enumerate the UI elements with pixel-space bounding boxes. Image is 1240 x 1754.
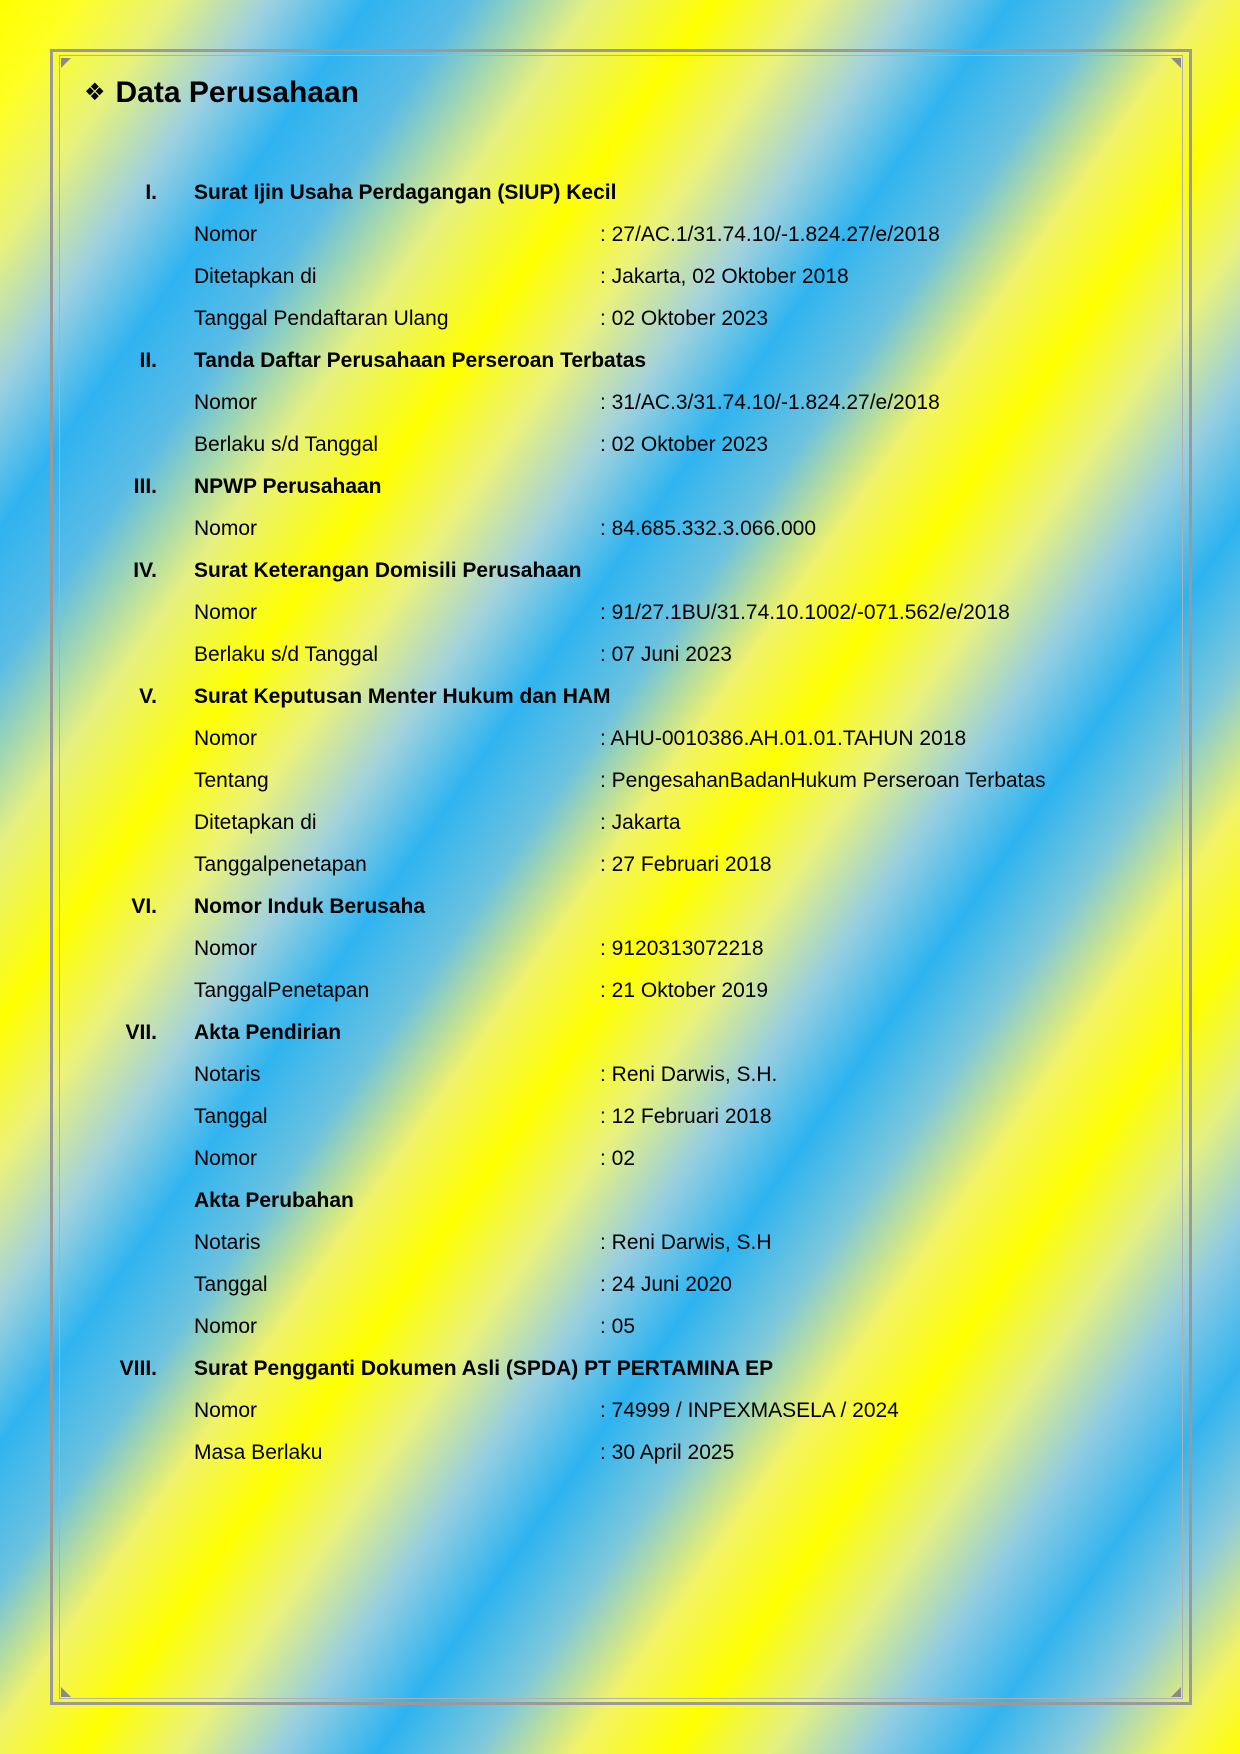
- field-value: : 91/27.1BU/31.74.10.1002/-071.562/e/2018: [600, 601, 1010, 624]
- section-header: [0, 886, 1240, 928]
- field-label: Nomor: [194, 601, 258, 624]
- field-value: : 05: [600, 1315, 636, 1338]
- field-row: [0, 1054, 1240, 1096]
- page-title: [84, 76, 359, 110]
- section-header: [0, 1348, 1240, 1390]
- field-label: Nomor: [194, 223, 258, 246]
- section-title: Surat Keterangan Domisili Perusahaan: [194, 559, 582, 582]
- field-value: : Jakarta, 02 Oktober 2018: [600, 265, 849, 288]
- section-title: Surat Keputusan Menter Hukum dan HAM: [194, 685, 611, 708]
- field-row: [0, 634, 1240, 676]
- field-row: [0, 508, 1240, 550]
- field-value: : 31/AC.3/31.74.10/-1.824.27/e/2018: [600, 391, 940, 414]
- field-row: [0, 1222, 1240, 1264]
- field-label: Nomor: [194, 517, 258, 540]
- field-label: Berlaku s/d Tanggal: [194, 433, 379, 456]
- section-header: [0, 1012, 1240, 1054]
- field-row: [0, 802, 1240, 844]
- field-label: Notaris: [194, 1063, 261, 1086]
- field-label: Tanggal: [194, 1273, 268, 1296]
- field-value: : 12 Februari 2018: [600, 1105, 772, 1128]
- section-header: [0, 1180, 1240, 1222]
- field-label: Tanggalpenetapan: [194, 853, 367, 876]
- field-label: Nomor: [194, 391, 258, 414]
- section-numeral: II.: [139, 349, 157, 372]
- section-numeral: III.: [133, 475, 157, 498]
- field-label: Tanggal Pendaftaran Ulang: [194, 307, 449, 330]
- field-row: [0, 298, 1240, 340]
- corner-ornament-top-left: [61, 58, 71, 68]
- field-value: : 21 Oktober 2019: [600, 979, 769, 1002]
- field-row: [0, 970, 1240, 1012]
- document-list: [0, 172, 1240, 1474]
- field-row: [0, 1432, 1240, 1474]
- field-row: [0, 1306, 1240, 1348]
- field-value: : 02 Oktober 2023: [600, 307, 769, 330]
- field-label: Tanggal: [194, 1105, 268, 1128]
- field-row: [0, 382, 1240, 424]
- section-header: [0, 550, 1240, 592]
- field-row: [0, 1096, 1240, 1138]
- section-title: Tanda Daftar Perusahaan Perseroan Terbatas: [194, 349, 647, 372]
- field-row: [0, 1138, 1240, 1180]
- page-title-text: Data Perusahaan: [115, 76, 359, 109]
- field-label: Notaris: [194, 1231, 261, 1254]
- field-value: : 24 Juni 2020: [600, 1273, 732, 1296]
- section-title: Surat Ijin Usaha Perdagangan (SIUP) Kecil: [194, 181, 617, 204]
- section-title: Akta Pendirian: [194, 1021, 342, 1044]
- field-value: : 30 April 2025: [600, 1441, 735, 1464]
- field-row: [0, 718, 1240, 760]
- field-label: Nomor: [194, 727, 258, 750]
- section-numeral: I.: [145, 181, 157, 204]
- field-label: Ditetapkan di: [194, 265, 317, 288]
- corner-ornament-top-right: [1171, 58, 1181, 68]
- field-label: Berlaku s/d Tanggal: [194, 643, 379, 666]
- section-numeral: VII.: [125, 1021, 157, 1044]
- field-value: : PengesahanBadanHukum Perseroan Terbatas: [600, 769, 1046, 792]
- section-numeral: IV.: [133, 559, 157, 582]
- field-label: Nomor: [194, 1399, 258, 1422]
- field-value: : 27/AC.1/31.74.10/-1.824.27/e/2018: [600, 223, 940, 246]
- field-row: [0, 214, 1240, 256]
- section-title: Akta Perubahan: [194, 1189, 354, 1212]
- field-value: : Jakarta: [600, 811, 681, 834]
- field-label: Masa Berlaku: [194, 1441, 323, 1464]
- section-header: [0, 676, 1240, 718]
- field-row: [0, 592, 1240, 634]
- field-row: [0, 424, 1240, 466]
- field-label: Nomor: [194, 1315, 258, 1338]
- field-value: : 74999 / INPEXMASELA / 2024: [600, 1399, 899, 1422]
- field-row: [0, 928, 1240, 970]
- section-header: [0, 340, 1240, 382]
- section-header: [0, 172, 1240, 214]
- field-label: Nomor: [194, 937, 258, 960]
- section-header: [0, 466, 1240, 508]
- section-title: Nomor Induk Berusaha: [194, 895, 426, 918]
- section-title: Surat Pengganti Dokumen Asli (SPDA) PT PERTAMINA EP: [194, 1357, 774, 1380]
- field-label: Tentang: [194, 769, 269, 792]
- diamond-four-icon: ❖: [84, 79, 106, 106]
- corner-ornament-bottom-left: [61, 1687, 71, 1697]
- field-value: : 84.685.332.3.066.000: [600, 517, 817, 540]
- field-label: Nomor: [194, 1147, 258, 1170]
- field-row: [0, 1264, 1240, 1306]
- section-numeral: VIII.: [119, 1357, 157, 1380]
- field-row: [0, 760, 1240, 802]
- field-value: : Reni Darwis, S.H: [600, 1231, 772, 1254]
- corner-ornament-bottom-right: [1171, 1687, 1181, 1697]
- field-row: [0, 1390, 1240, 1432]
- field-value: : 02: [600, 1147, 636, 1170]
- field-label: Ditetapkan di: [194, 811, 317, 834]
- field-value: : 27 Februari 2018: [600, 853, 772, 876]
- section-numeral: VI.: [131, 895, 157, 918]
- field-row: [0, 844, 1240, 886]
- field-value: : 02 Oktober 2023: [600, 433, 769, 456]
- field-value: : 9120313072218: [600, 937, 764, 960]
- field-label: TanggalPenetapan: [194, 979, 370, 1002]
- section-title: NPWP Perusahaan: [194, 475, 382, 498]
- field-value: : AHU-0010386.AH.01.01.TAHUN 2018: [600, 727, 967, 750]
- section-numeral: V.: [139, 685, 157, 708]
- field-value: : Reni Darwis, S.H.: [600, 1063, 778, 1086]
- field-row: [0, 256, 1240, 298]
- field-value: : 07 Juni 2023: [600, 643, 732, 666]
